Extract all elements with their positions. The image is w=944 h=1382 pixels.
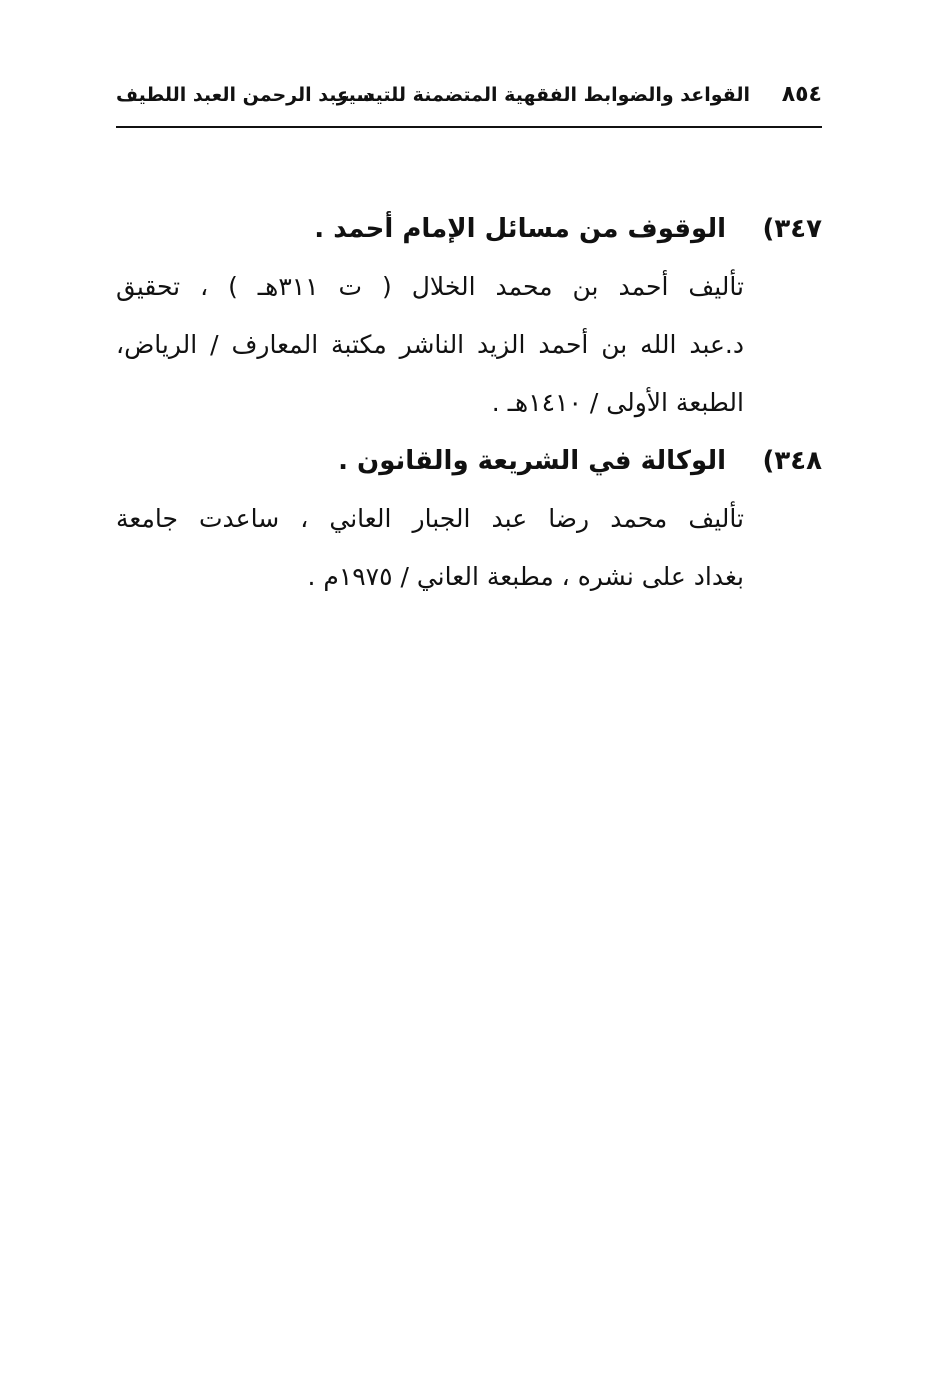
- entry-number: ٣٤٧): [762, 214, 822, 244]
- entry-heading: [100, 432, 822, 490]
- entry-line: الطبعة الأولى / ١٤١٠هـ .: [491, 388, 744, 417]
- bibliography-list: [100, 200, 822, 606]
- entry-number: ٣٤٨): [762, 446, 822, 476]
- entry-heading: [100, 200, 822, 258]
- bibliography-entry: [100, 432, 822, 606]
- page-number: ٨٥٤: [781, 82, 822, 107]
- entry-line: تأليف أحمد بن محمد الخلال ( ت ٣١١هـ ) ، تحقيق: [116, 272, 744, 301]
- entry-details: [116, 258, 744, 432]
- entry-line: د.عبد الله بن أحمد الزيد الناشر مكتبة المعارف / الرياض،: [116, 330, 744, 359]
- entry-details: [116, 490, 744, 606]
- entry-title: الوقوف من مسائل الإمام أحمد .: [314, 214, 726, 244]
- entry-line: بغداد على نشره ، مطبعة العاني / ١٩٧٥م .: [307, 562, 744, 591]
- author-name: د. عبد الرحمن العبد اللطيف: [116, 84, 374, 106]
- entry-line: تأليف محمد رضا عبد الجبار العاني ، ساعدت جامعة: [116, 504, 744, 533]
- header-divider: [116, 126, 822, 128]
- bibliography-entry: [100, 200, 822, 432]
- running-header: [116, 78, 822, 118]
- book-title: القواعد والضوابط الفقهية المتضمنة للتيسير: [336, 84, 750, 106]
- entry-title: الوكالة في الشريعة والقانون .: [338, 446, 726, 476]
